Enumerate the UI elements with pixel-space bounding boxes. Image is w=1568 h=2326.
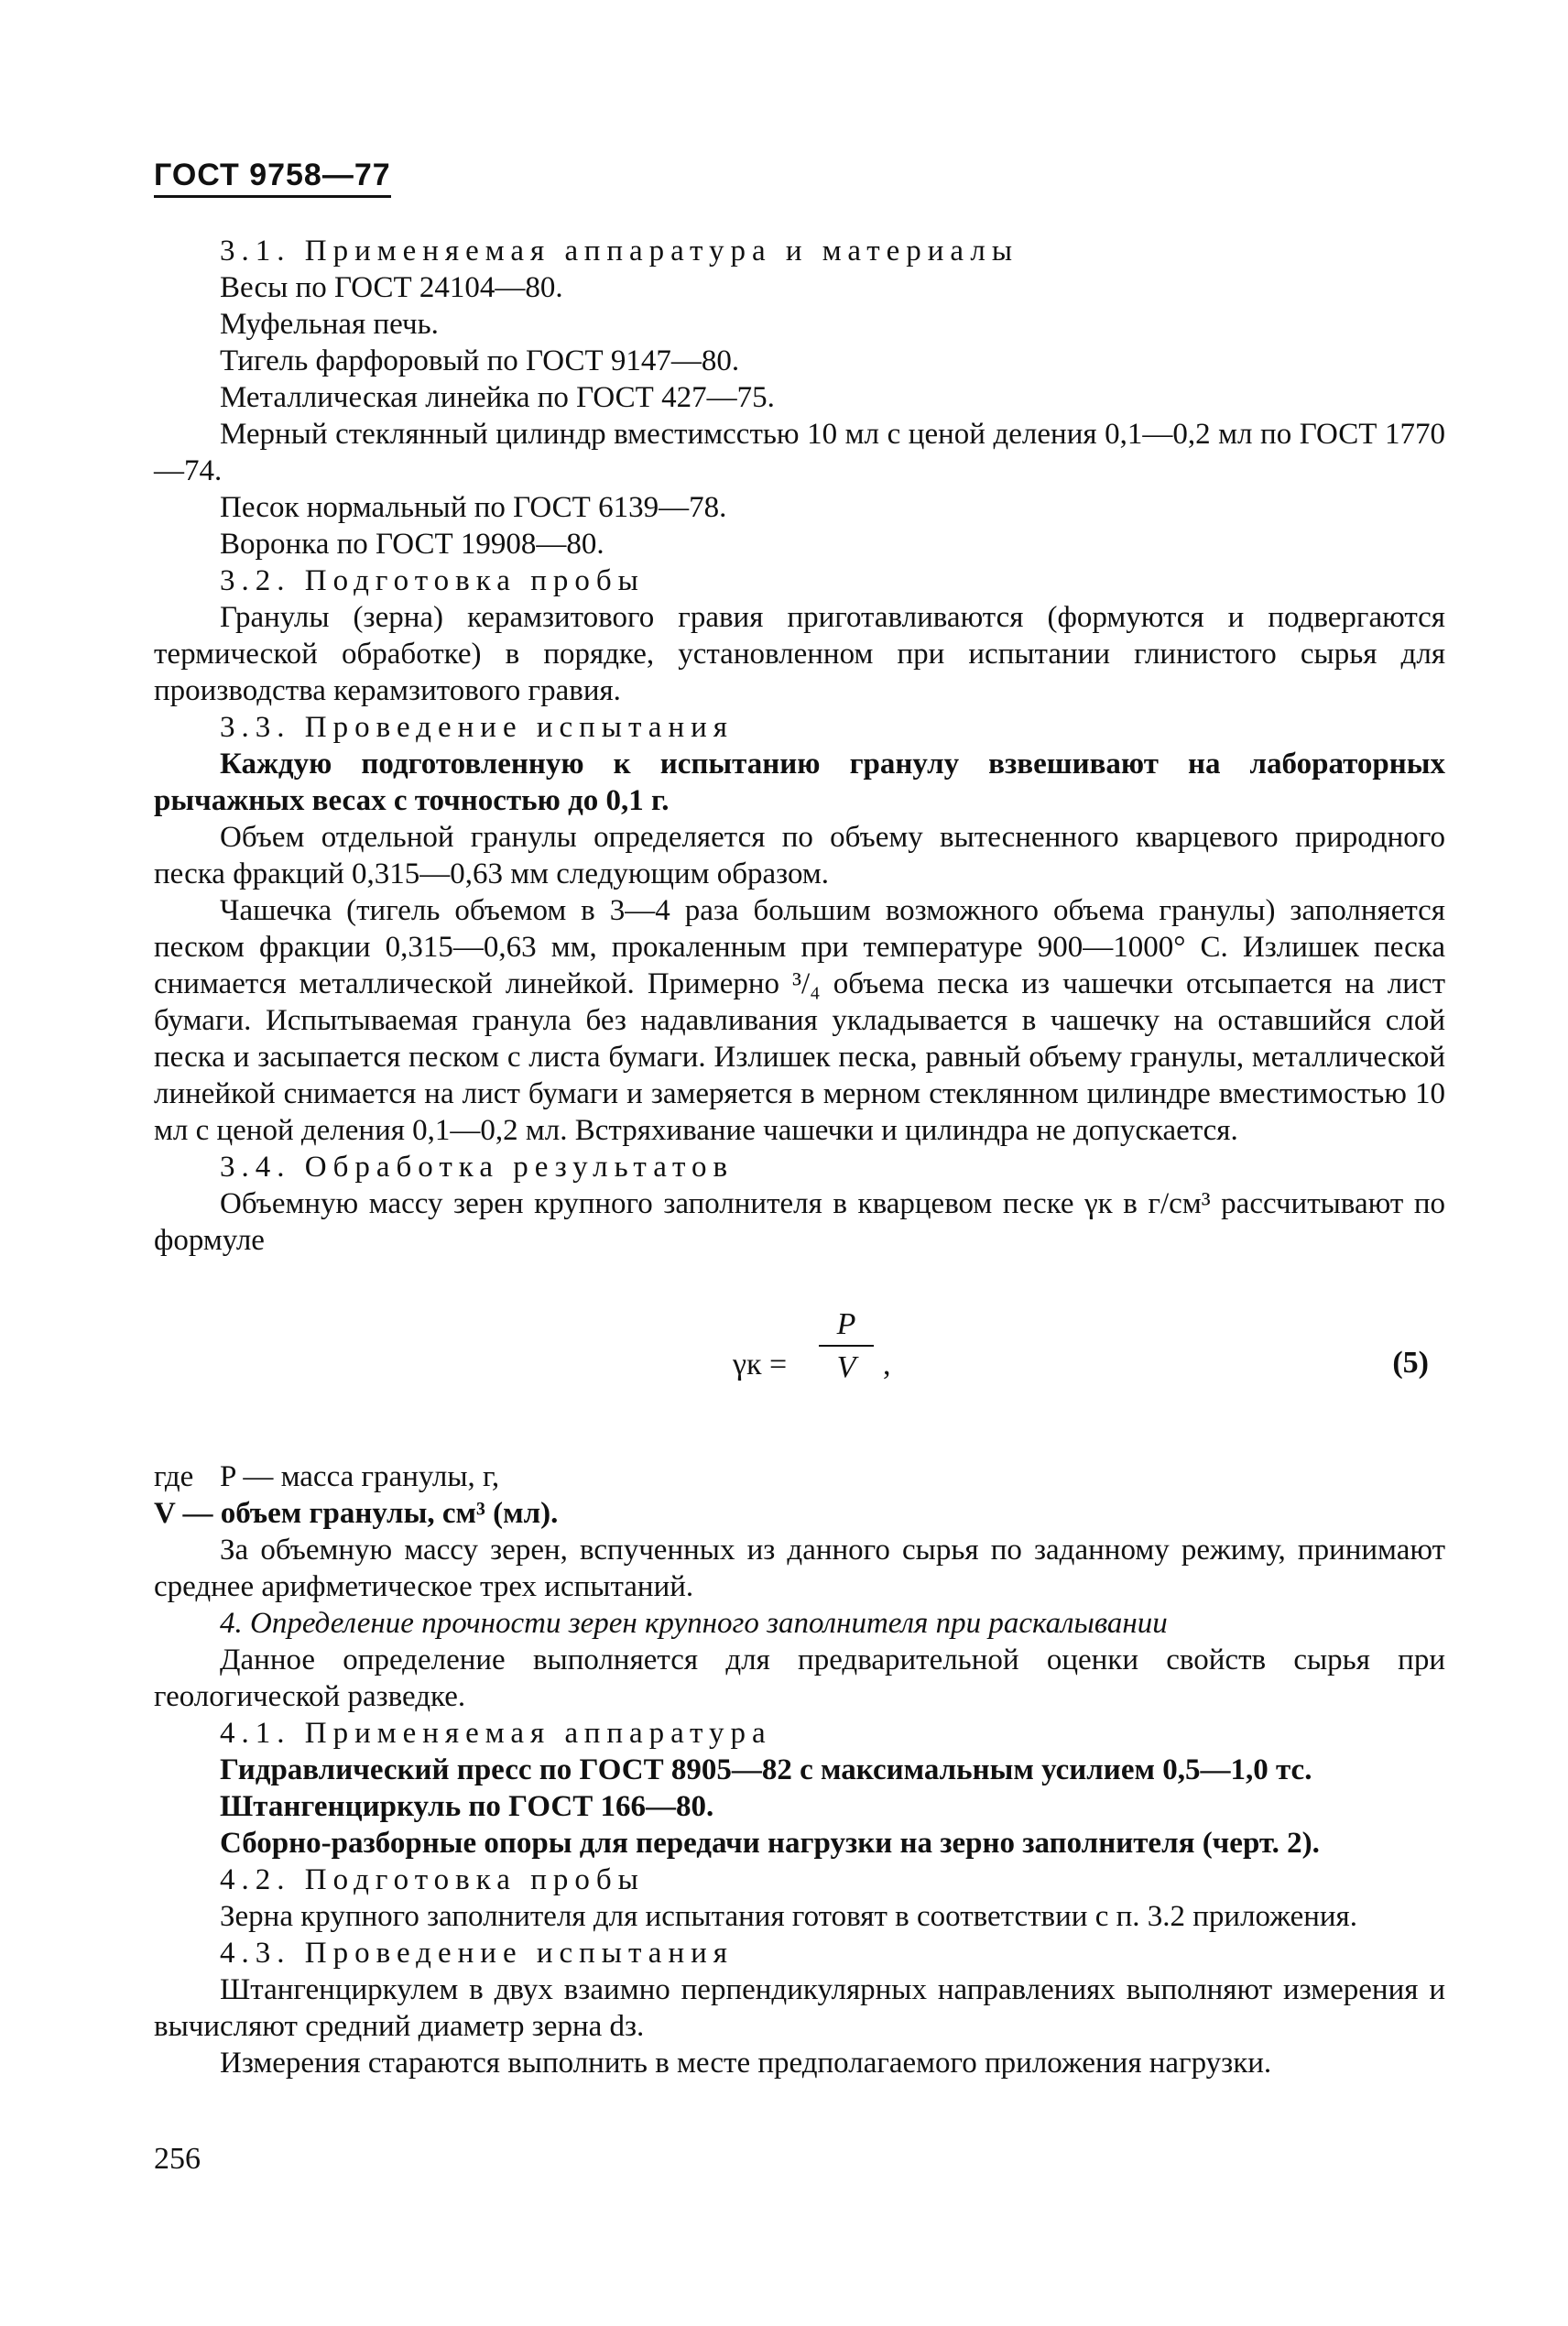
- section-title-3-3: 3.3. Проведение испытания: [220, 711, 734, 744]
- list-item: Металлическая линейка по ГОСТ 427—75.: [220, 381, 775, 414]
- formula-numerator: P: [819, 1305, 874, 1347]
- doc-code-header: ГОСТ 9758—77: [154, 158, 391, 198]
- where-item-p: P — масса гранулы, г,: [220, 1460, 500, 1493]
- list-item: Штангенциркуль по ГОСТ 166—80.: [220, 1790, 714, 1823]
- document-body: [154, 233, 1445, 2081]
- section-title-3-2: 3.2. Подготовка пробы: [220, 564, 645, 597]
- section-title-3-4: 3.4. Обработка результатов: [220, 1151, 735, 1184]
- page-number: 256: [154, 2142, 201, 2176]
- list-item: Гидравлический пресс по ГОСТ 8905—82 с максимальным усилием 0,5—1,0 тс.: [220, 1753, 1312, 1786]
- formula-denominator: V: [836, 1350, 856, 1384]
- list-item: Тигель фарфоровый по ГОСТ 9147—80.: [220, 344, 740, 377]
- list-item: Муфельная печь.: [220, 308, 439, 341]
- section-title-4: 4. Определение прочности зерен крупного заполнителя при раскалывании: [220, 1607, 1168, 1640]
- paragraph: Измерения стараются выполнить в месте предполагаемого приложения нагрузки.: [220, 2047, 1272, 2080]
- list-item: Песок нормальный по ГОСТ 6139—78.: [220, 491, 727, 524]
- list-item: Сборно-разборные опоры для передачи нагрузки на зерно заполнителя (черт. 2).: [220, 1827, 1320, 1860]
- paragraph: За объемную массу зерен, вспученных из данного сырья по заданному режиму, принимают среднее арифметическое трех испытаний.: [154, 1534, 1445, 1603]
- section-title-3-1: 3.1. Применяемая аппаратура и материалы: [220, 235, 1019, 268]
- list-item: Весы по ГОСТ 24104—80.: [220, 271, 563, 304]
- list-item: Воронка по ГОСТ 19908—80.: [220, 528, 604, 561]
- paragraph: Штангенциркулем в двух взаимно перпендикулярных направлениях выполняют измерения и вычисляют средний диаметр зерна dз.: [154, 1973, 1445, 2043]
- where-item-v: V — объем гранулы, см³ (мл).: [154, 1497, 559, 1530]
- section-title-4-2: 4.2. Подготовка пробы: [220, 1863, 645, 1896]
- section-title-4-3: 4.3. Проведение испытания: [220, 1937, 734, 1970]
- formula-fraction: [819, 1305, 874, 1389]
- paragraph: Зерна крупного заполнителя для испытания готовят в соответствии с п. 3.2 приложения.: [220, 1900, 1357, 1933]
- paragraph: Объемную массу зерен крупного заполнителя в кварцевом песке γк в г/см³ рассчитывают по формуле: [154, 1187, 1445, 1257]
- where-block: [154, 1458, 1445, 1495]
- formula-block: [154, 1305, 1445, 1424]
- formula-trail: ,: [883, 1348, 891, 1381]
- paragraph: Объем отдельной гранулы определяется по объему вытесненного кварцевого природного песка фракций 0,315—0,63 мм следующим образом.: [154, 821, 1445, 890]
- section-title-4-1: 4.1. Применяемая аппаратура: [220, 1717, 772, 1750]
- formula-number: (5): [1392, 1346, 1429, 1380]
- paragraph: Гранулы (зерна) керамзитового гравия приготавливаются (формуются и подвергаются термической обработке) в порядке, установленном при испытании глинистого сырья для производства керамзитового гравия.: [154, 601, 1445, 707]
- where-label: где: [154, 1460, 194, 1493]
- formula-lhs: γк =: [733, 1348, 788, 1381]
- paragraph: Данное определение выполняется для предварительной оценки свойств сырья при геологической разведке.: [154, 1643, 1445, 1713]
- list-item: Мерный стеклянный цилиндр вместимсстью 10 мл с ценой деления 0,1—0,2 мл по ГОСТ 1770—74.: [154, 418, 1445, 487]
- paragraph: Каждую подготовленную к испытанию гранулу взвешивают на лабораторных рычажных весах с точностью до 0,1 г.: [154, 748, 1445, 817]
- paragraph: Чашечка (тигель объемом в 3—4 раза большим возможного объема гранулы) заполняется песком фракции 0,315—0,63 мм, прокаленным при температуре 900—1000° С. Излишек песка снимается металлической линейкой. Примерно ³/₄ объема песка из чашечки отсыпается на лист бумаги. Испытываемая гранула без надавливания укладывается в чашечку на оставшийся слой песка и засыпается песком с листа бумаги. Излишек песка, равный объему гранулы, металлической линейкой снимается на лист бумаги и замеряется в мерном стеклянном цилиндре вместимостью 10 мл с ценой деления 0,1—0,2 мл. Встряхивание чашечки и цилиндра не допускается.: [154, 894, 1445, 1147]
